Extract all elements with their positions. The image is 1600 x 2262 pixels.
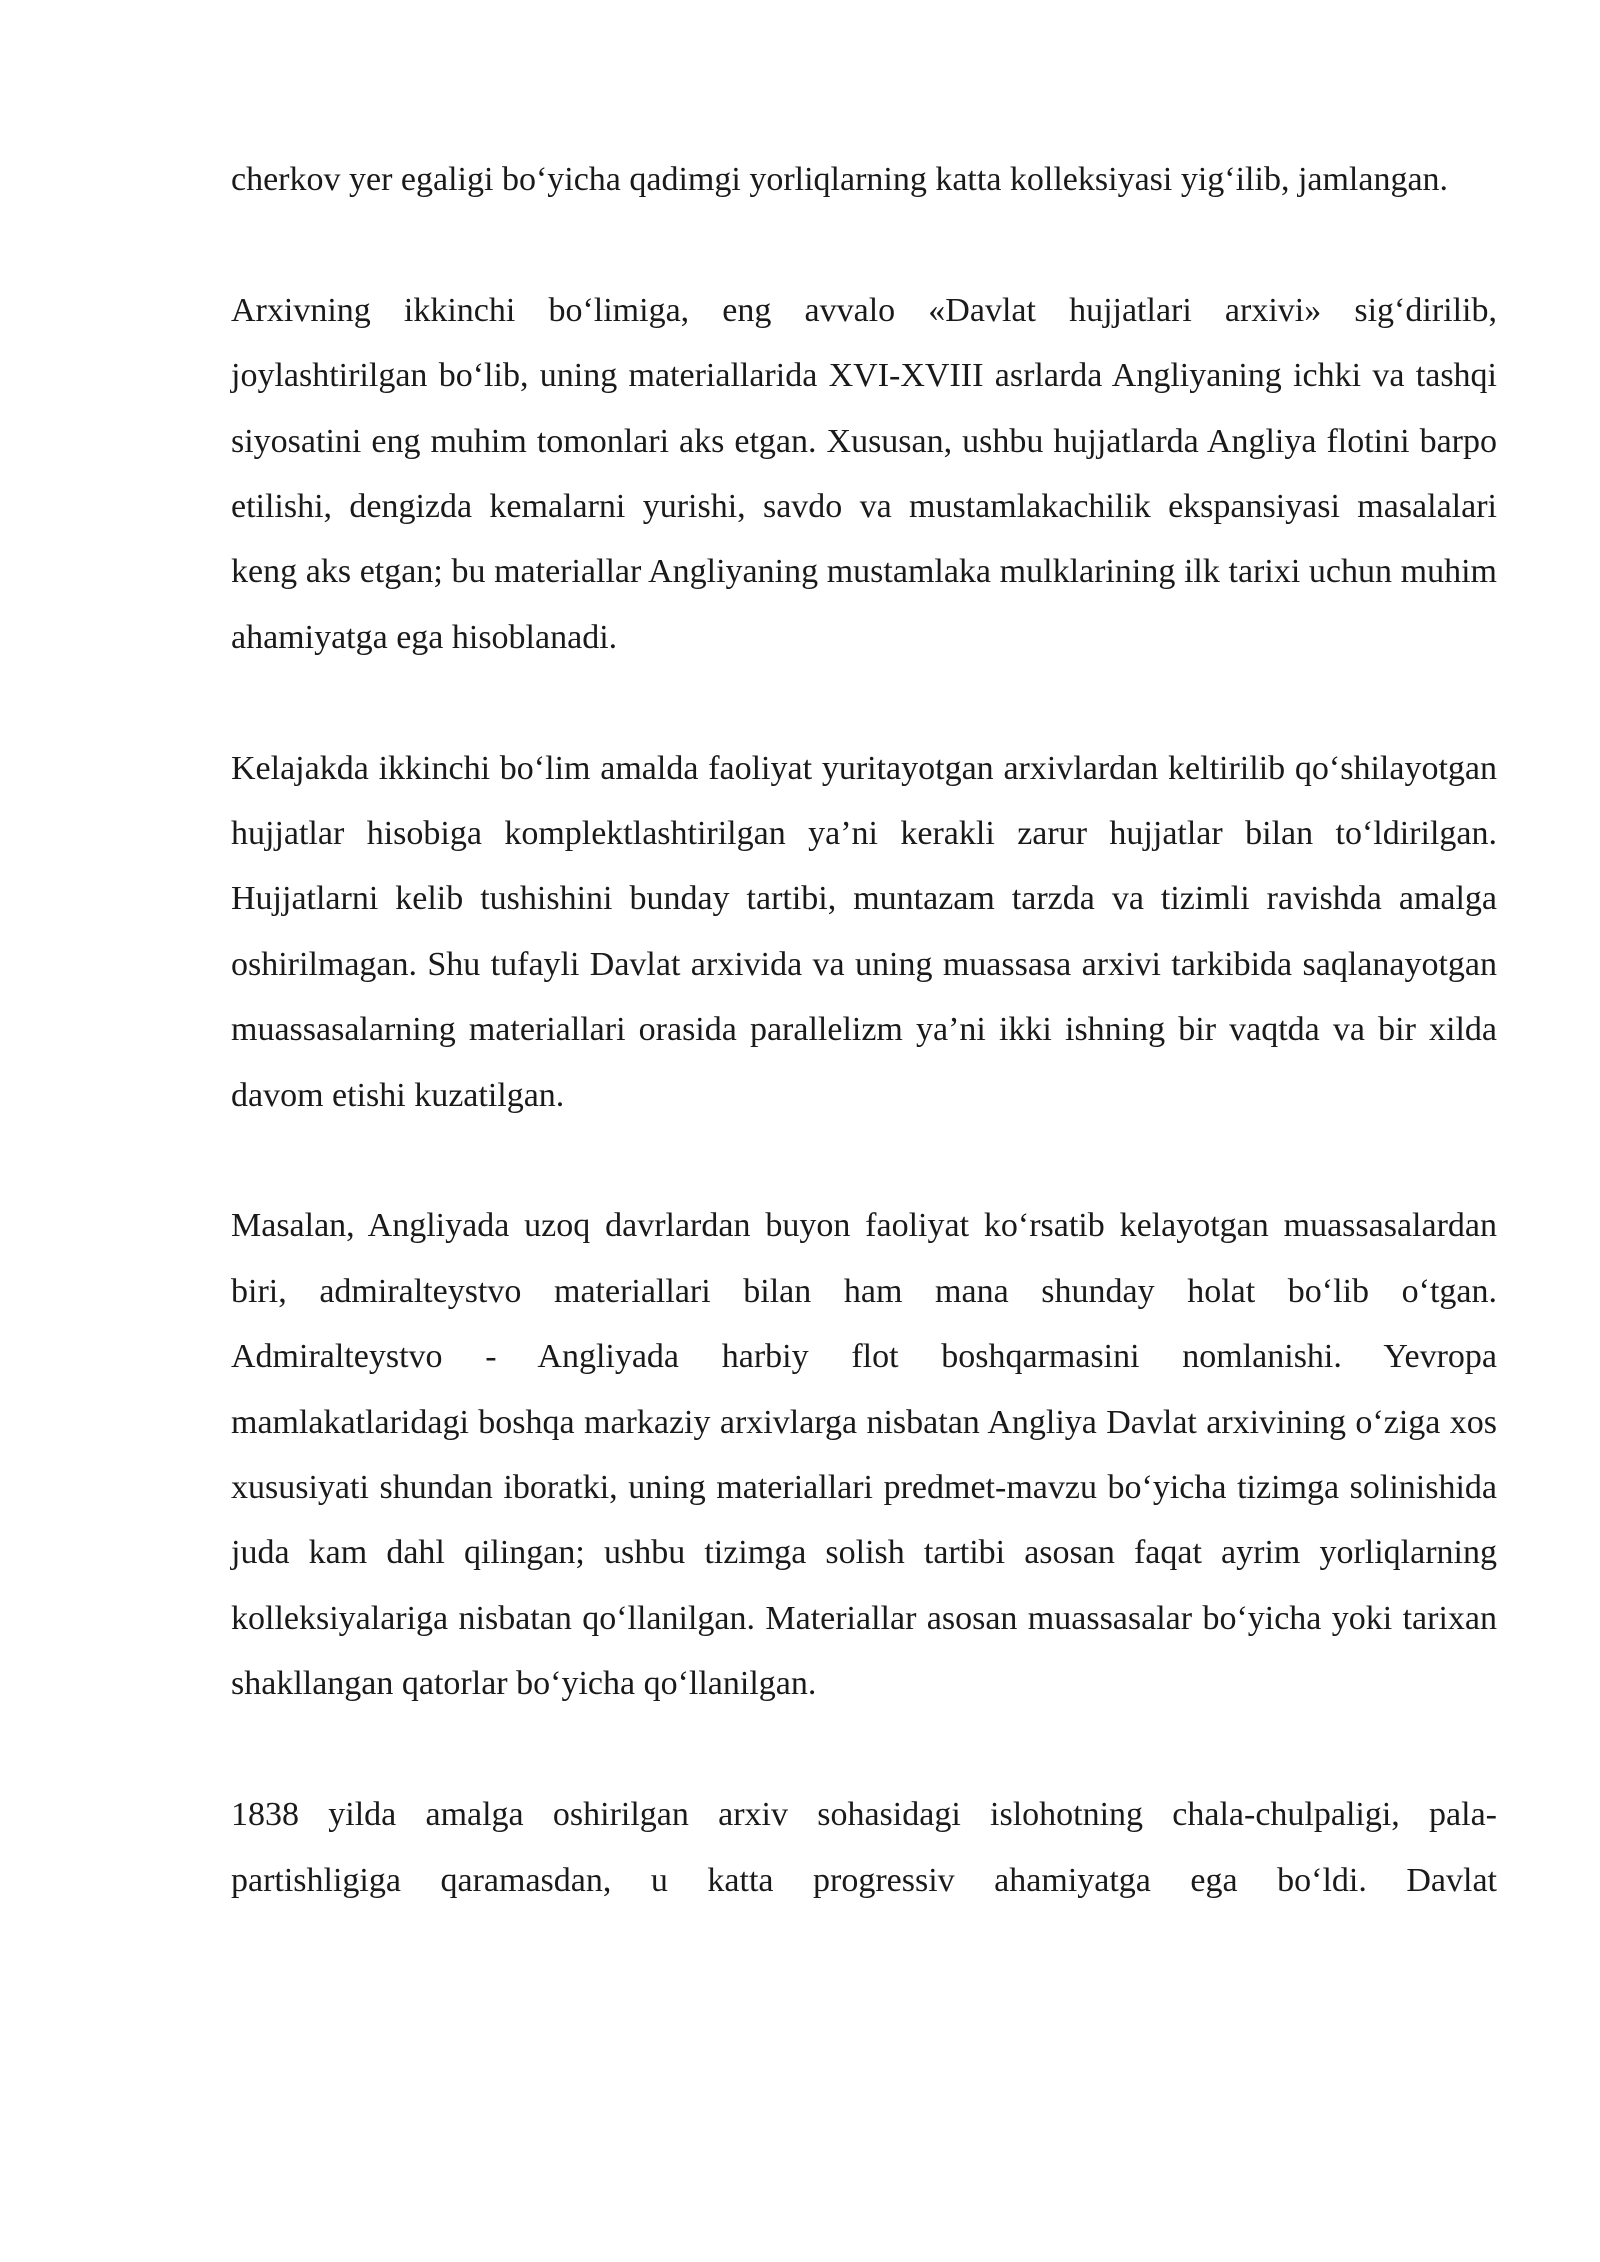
paragraph-4: Masalan, Angliyada uzoq davrlardan buyon faoliyat ko‘rsatib kelayotgan muassasalardan biri, admiralteystvo materiallari bilan ham mana shunday holat bo‘lib o‘tgan. Admiralteystvo - Angliyada harbiy flot boshqarmasini nomlanishi. Yevropa mamlakatlaridagi boshqa markaziy arxivlarga nisbatan Angliya Davlat arxivining o‘ziga xos xususiyati shundan iboratki, uning materiallari predmet-mavzu bo‘yicha tizimga solinishida juda kam dahl qilingan; ushbu tizimga solish tartibi asosan faqat ayrim yorliqlarning kolleksiyalariga nisbatan qo‘llanilgan. Materiallar asosan muassasalar bo‘yicha yoki tarixan shakllangan qatorlar bo‘yicha qo‘llanilgan. (231, 1207, 1497, 1703)
document-body (231, 147, 1497, 1913)
paragraph-2: Arxivning ikkinchi bo‘limiga, eng avvalo «Davlat hujjatlari arxivi» sig‘dirilib, joylashtirilgan bo‘lib, uning materiallarida XVI-XVIII asrlarda Angliyaning ichki va tashqi siyosatini eng muhim tomonlari aks etgan. Xususan, ushbu hujjatlarda Angliya flotini barpo etilishi, dengizda kemalarni yurishi, savdo va mustamlakachilik ekspansiyasi masalalari keng aks etgan; bu materiallar Angliyaning mustamlaka mulklarining ilk tarixi uchun muhim ahamiyatga ega hisoblanadi. (231, 291, 1497, 656)
paragraph-3: Kelajakda ikkinchi bo‘lim amalda faoliyat yuritayotgan arxivlardan keltirilib qo‘shilayotgan hujjatlar hisobiga komplektlashtirilgan ya’ni kerakli zarur hujjatlar bilan to‘ldirilgan. Hujjatlarni kelib tushishini bunday tartibi, muntazam tarzda va tizimli ravishda amalga oshirilmagan. Shu tufayli Davlat arxivida va uning muassasa arxivi tarkibida saqlanayotgan muassasalarning materiallari orasida parallelizm ya’ni ikki ishning bir vaqtda va bir xilda davom etishi kuzatilgan. (231, 749, 1497, 1114)
paragraph-1: cherkov yer egaligi bo‘yicha qadimgi yorliqlarning katta kolleksiyasi yig‘ilib, jamlangan. (231, 161, 1449, 198)
paragraph-5: 1838 yilda amalga oshirilgan arxiv sohasidagi islohotning chala-chulpaligi, pala-partishligiga qaramasdan, u katta progressiv ahamiyatga ega bo‘ldi. Davlat (231, 1796, 1497, 1899)
